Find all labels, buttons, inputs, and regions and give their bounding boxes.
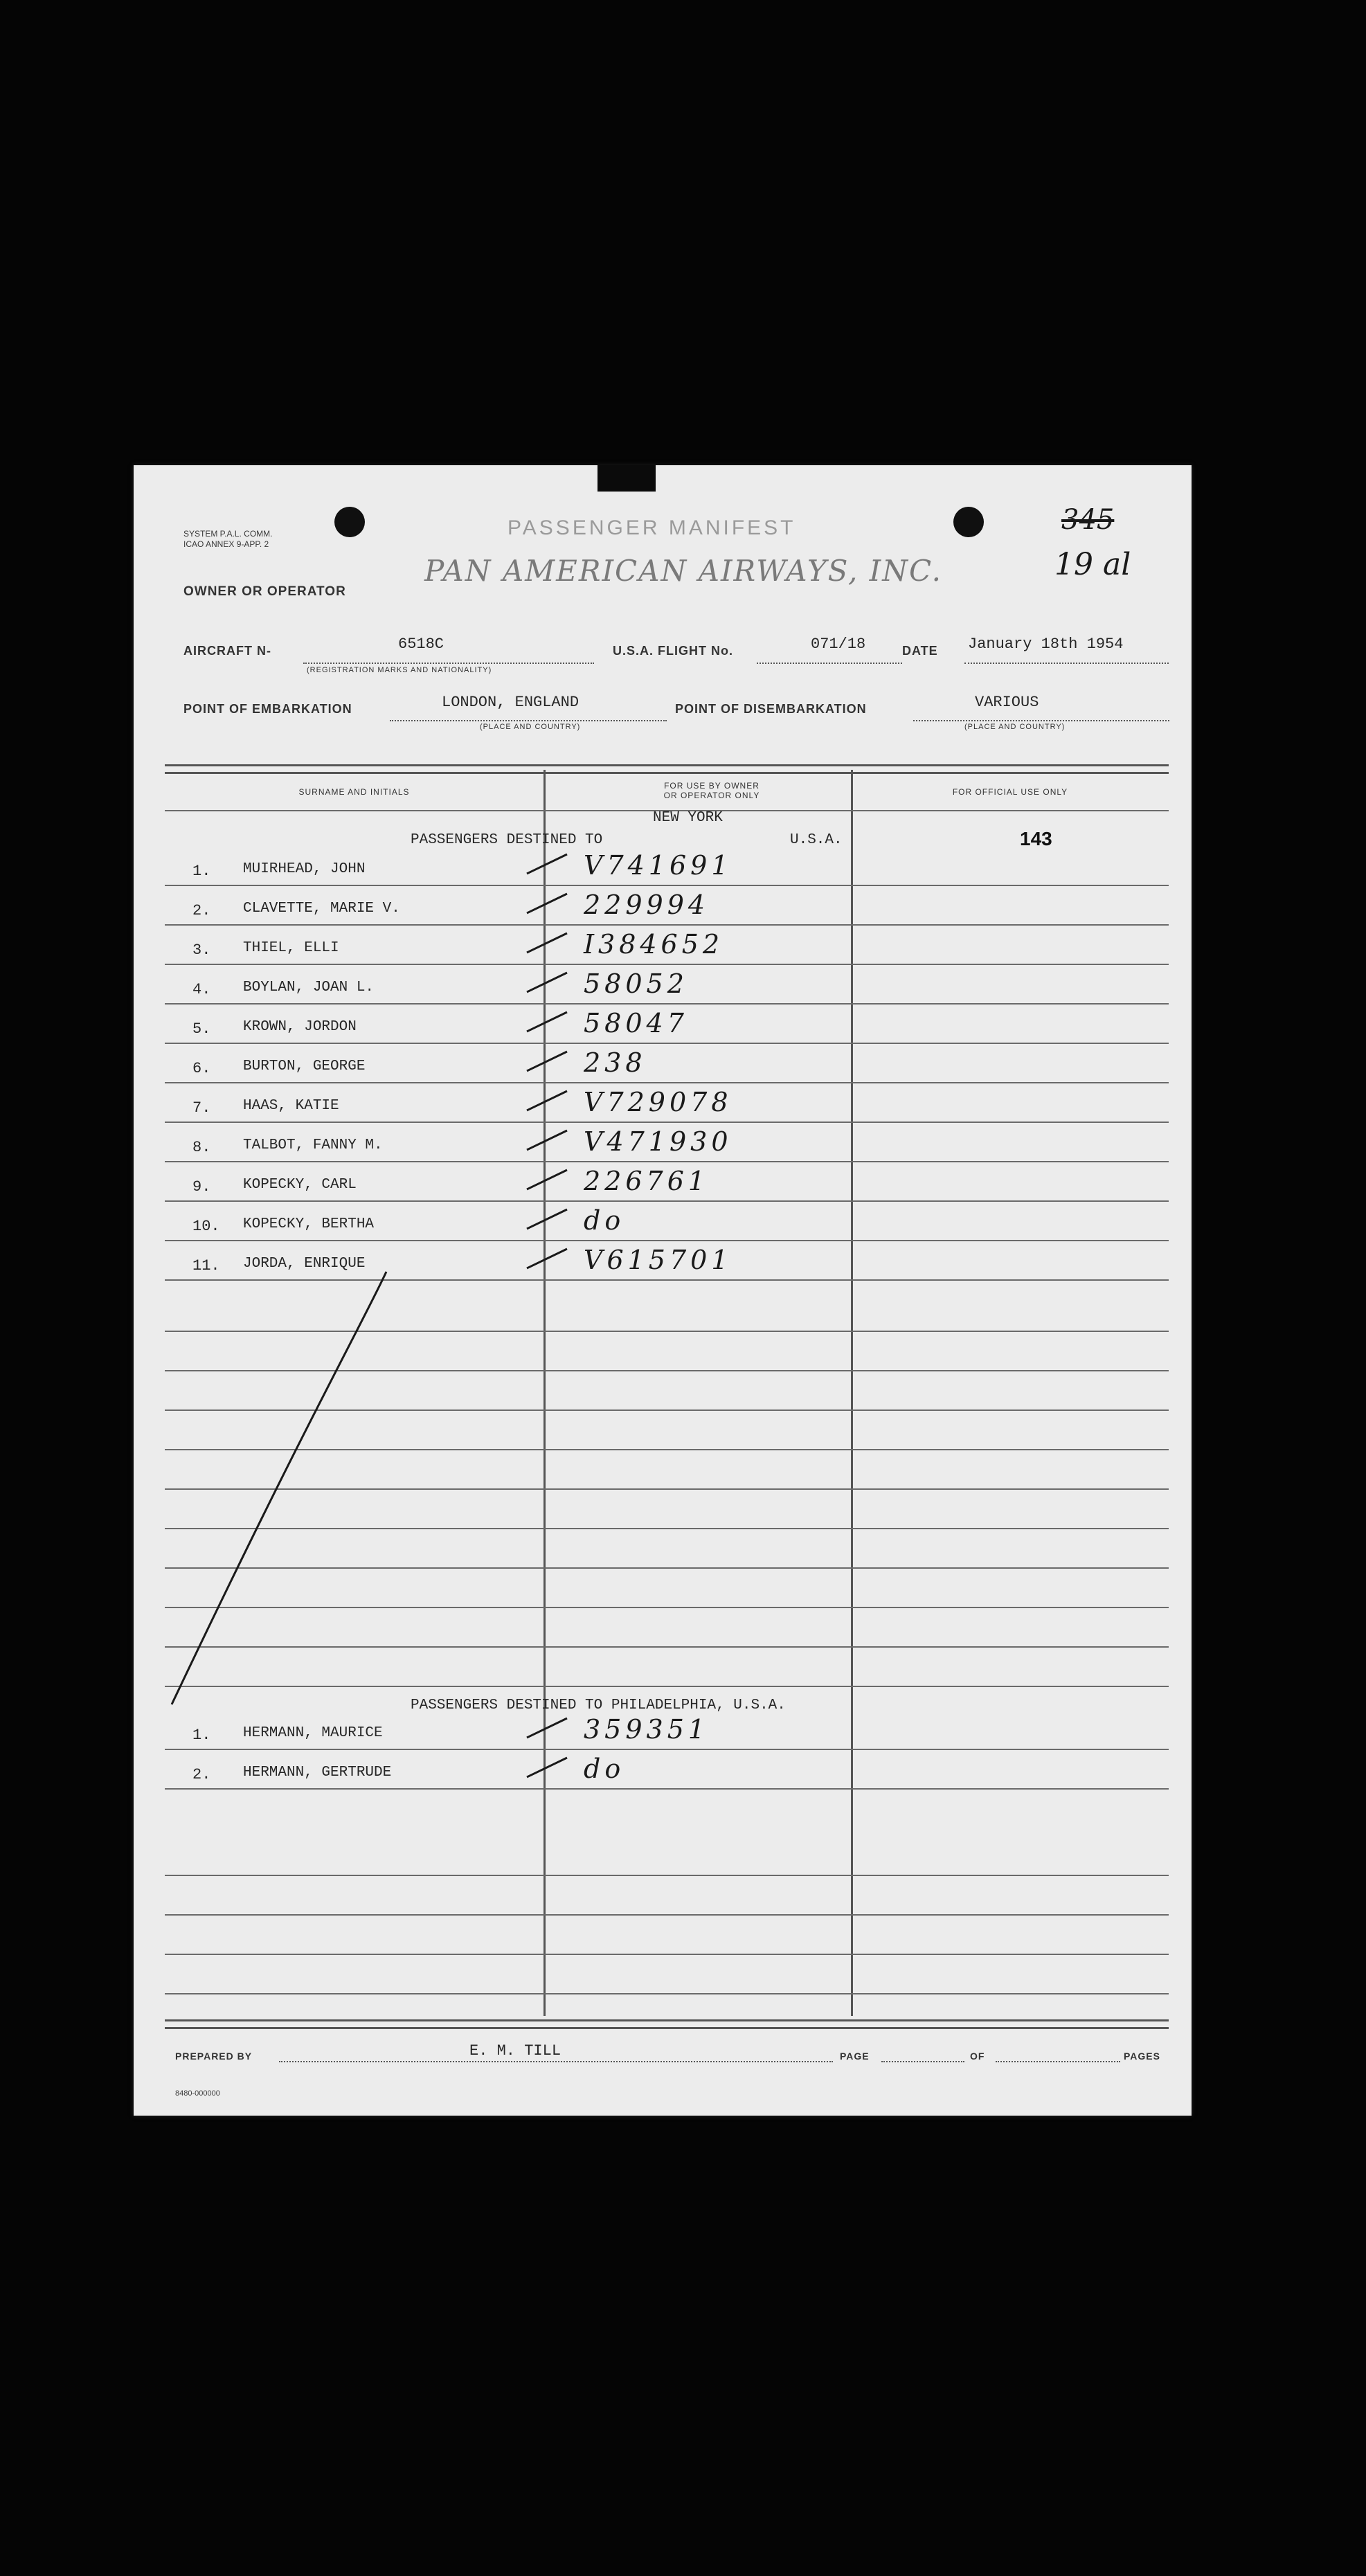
disembarkation-sub: (PLACE AND COUNTRY) [964,723,1066,731]
row-number: 2. [192,902,211,919]
document-number: V729078 [584,1087,733,1117]
row-number: 3. [192,942,211,959]
corner-note-top: 345 [1061,504,1115,536]
col-owner-header: FOR USE BY OWNER OR OPERATOR ONLY [663,781,760,800]
col-official-header: FOR OFFICIAL USE ONLY [952,787,1068,797]
row-rule [165,1749,1169,1750]
passenger-name: HAAS, KATIE [243,1098,339,1114]
document-number: V471930 [584,1126,733,1157]
row-number: 5. [192,1020,211,1038]
row-rule [165,1788,1169,1790]
of-label: OF [970,2051,985,2062]
passenger-name: TALBOT, FANNY M. [243,1137,383,1153]
aircraft-sub: (REGISTRATION MARKS AND NATIONALITY) [307,666,492,674]
document-number: 238 [584,1047,647,1078]
passenger-name: BURTON, GEORGE [243,1059,366,1074]
page-label: PAGE [840,2051,870,2062]
aircraft-label: AIRCRAFT N- [183,644,271,658]
date-value: January 18th 1954 [968,636,1124,653]
table-bottom-border [165,2019,1169,2029]
document-number: I384652 [584,929,724,960]
passenger-name: KROWN, JORDON [243,1019,357,1035]
document-number: 58047 [584,1008,688,1038]
embarkation-value: LONDON, ENGLAND [442,694,579,711]
embarkation-label: POINT OF EMBARKATION [183,702,352,716]
document-number: V615701 [584,1245,733,1275]
passenger-name: KOPECKY, CARL [243,1177,357,1193]
document-number: do [584,1205,625,1236]
form-title: PASSENGER MANIFEST [507,516,796,539]
icao-note: ICAO ANNEX 9-APP. 2 [183,539,269,549]
date-label: DATE [902,644,938,658]
disembarkation-value: VARIOUS [975,694,1039,711]
aircraft-value: 6518C [398,636,444,653]
document-number: 226761 [584,1166,710,1196]
flight-label: U.S.A. FLIGHT No. [613,644,733,658]
passenger-name: CLAVETTE, MARIE V. [243,901,400,917]
check-mark-icon [521,1754,577,1788]
group1-heading-right: U.S.A. [790,832,843,848]
check-mark-icon [521,1714,577,1749]
document-number: 58052 [584,969,688,999]
cancel-stroke [134,465,1192,2116]
group2-heading: PASSENGERS DESTINED TO PHILADELPHIA, U.S.A. [411,1697,786,1713]
document-number: 359351 [584,1714,710,1745]
passenger-name: HERMANN, GERTRUDE [243,1765,392,1781]
passenger-name: JORDA, ENRIQUE [243,1256,366,1272]
row-number: 7. [192,1099,211,1117]
passenger-name: KOPECKY, BERTHA [243,1216,375,1232]
owner-operator-label: OWNER OR OPERATOR [183,584,346,599]
row-number: 1. [192,863,211,880]
official-count: 143 [1020,828,1052,849]
prepared-by-label: PREPARED BY [175,2051,253,2062]
corner-note-bottom: 19 al [1054,547,1131,582]
document-number: do [584,1754,625,1784]
row-number: 9. [192,1178,211,1196]
group1-heading-left: PASSENGERS DESTINED TO [411,832,603,848]
passenger-name: MUIRHEAD, JOHN [243,861,366,877]
passenger-name: THIEL, ELLI [243,940,339,956]
row-number: 11. [192,1257,220,1275]
group1-city: NEW YORK [653,810,723,826]
system-note: SYSTEM P.A.L. COMM. [183,529,273,539]
embarkation-sub: (PLACE AND COUNTRY) [480,723,581,731]
row-number: 4. [192,981,211,998]
manifest-sheet [134,465,1192,2116]
col-surname-header: SURNAME AND INITIALS [298,787,410,797]
passenger-name: BOYLAN, JOAN L. [243,980,375,996]
disembarkation-label: POINT OF DISEMBARKATION [675,702,867,716]
row-number: 1. [192,1727,211,1744]
document-number: 229994 [584,890,710,920]
pages-label: PAGES [1124,2051,1160,2062]
operator-name: PAN AMERICAN AIRWAYS, INC. [424,554,942,588]
row-number: 10. [192,1218,220,1235]
prepared-by-value: E. M. TILL [469,2042,561,2060]
passenger-name: HERMANN, MAURICE [243,1725,383,1741]
row-number: 2. [192,1766,211,1783]
row-number: 6. [192,1060,211,1077]
flight-value: 071/18 [811,636,866,653]
row-number: 8. [192,1139,211,1156]
document-number: V741691 [584,850,733,881]
form-code: 8480-000000 [175,2089,220,2098]
